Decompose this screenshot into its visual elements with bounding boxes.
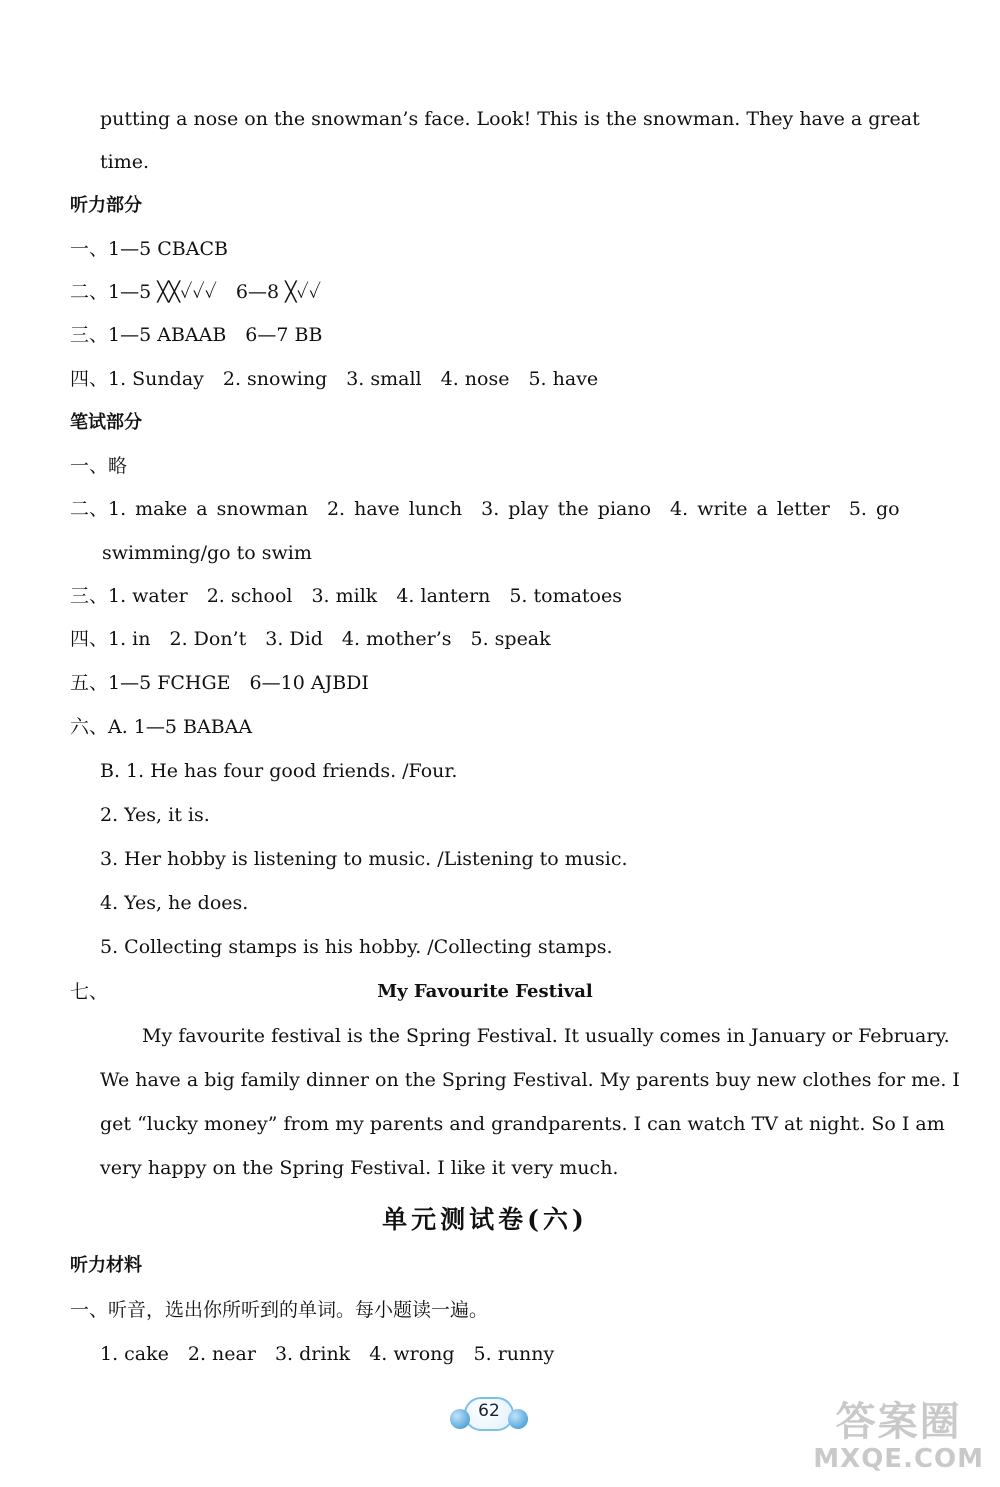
answer-line: 一、1—5 CBACB — [70, 238, 228, 260]
watermark-logo-text: 答案圈 — [835, 1399, 962, 1445]
essay-line: get “lucky money” from my parents and grandparents. I can watch TV at night. So I am — [100, 1113, 945, 1135]
answer-line: 3. Her hobby is listening to music. /Listening to music. — [100, 848, 628, 870]
answer-line: 5. Collecting stamps is his hobby. /Collecting stamps. — [100, 936, 613, 958]
answer-line: 三、1. water 2. school 3. milk 4. lantern 5. tomatoes — [70, 585, 622, 607]
text-line: time. — [100, 151, 150, 173]
answer-line: B. 1. He has four good friends. /Four. — [100, 760, 458, 782]
page-number-badge — [450, 1395, 528, 1433]
answer-number: 七、 — [70, 981, 109, 1003]
answer-line: 三、1—5 ABAAB 6—7 BB — [70, 324, 323, 346]
material-line: 1. cake 2. near 3. drink 4. wrong 5. runny — [100, 1343, 555, 1365]
material-line: 一、听音，选出你所听到的单词。每小题读一遍。 — [70, 1299, 489, 1321]
essay-line: very happy on the Spring Festival. I like it very much. — [100, 1157, 619, 1179]
answer-line: 二、1—5 ╳╳✓✓✓ 6—8 ╳✓✓ — [70, 281, 322, 303]
answer-line: 四、1. in 2. Don’t 3. Did 4. mother’s 5. speak — [70, 628, 551, 650]
section-heading-written: 笔试部分 — [70, 412, 142, 433]
answer-line: 四、1. Sunday 2. snowing 3. small 4. nose 5. have — [70, 368, 599, 390]
watermark — [813, 1399, 984, 1473]
answer-line: 2. Yes, it is. — [100, 804, 210, 826]
unit-test-title: 单元测试卷(六) — [382, 1205, 588, 1234]
watermark-url: MXQE.COM — [813, 1444, 984, 1474]
section-heading-listening: 听力部分 — [70, 195, 142, 216]
answer-line: 六、A. 1—5 BABAA — [70, 716, 253, 738]
answer-line: 一、略 — [70, 455, 128, 477]
essay-line: My favourite festival is the Spring Festival. It usually comes in January or February. — [142, 1025, 950, 1047]
essay-title: My Favourite Festival — [377, 981, 593, 1002]
text-line: putting a nose on the snowman’s face. Look! This is the snowman. They have a great — [100, 108, 920, 130]
essay-line: We have a big family dinner on the Spring Festival. My parents buy new clothes for me. I — [100, 1069, 960, 1091]
answer-line: 五、1—5 FCHGE 6—10 AJBDI — [70, 672, 369, 694]
answer-line: 4. Yes, he does. — [100, 892, 249, 914]
answer-line: swimming/go to swim — [102, 542, 312, 564]
page-number: 62 — [478, 1401, 500, 1421]
answer-line: 二、1. make a snowman 2. have lunch 3. play the piano 4. write a letter 5. go — [70, 498, 900, 520]
section-heading-material: 听力材料 — [70, 1255, 142, 1276]
